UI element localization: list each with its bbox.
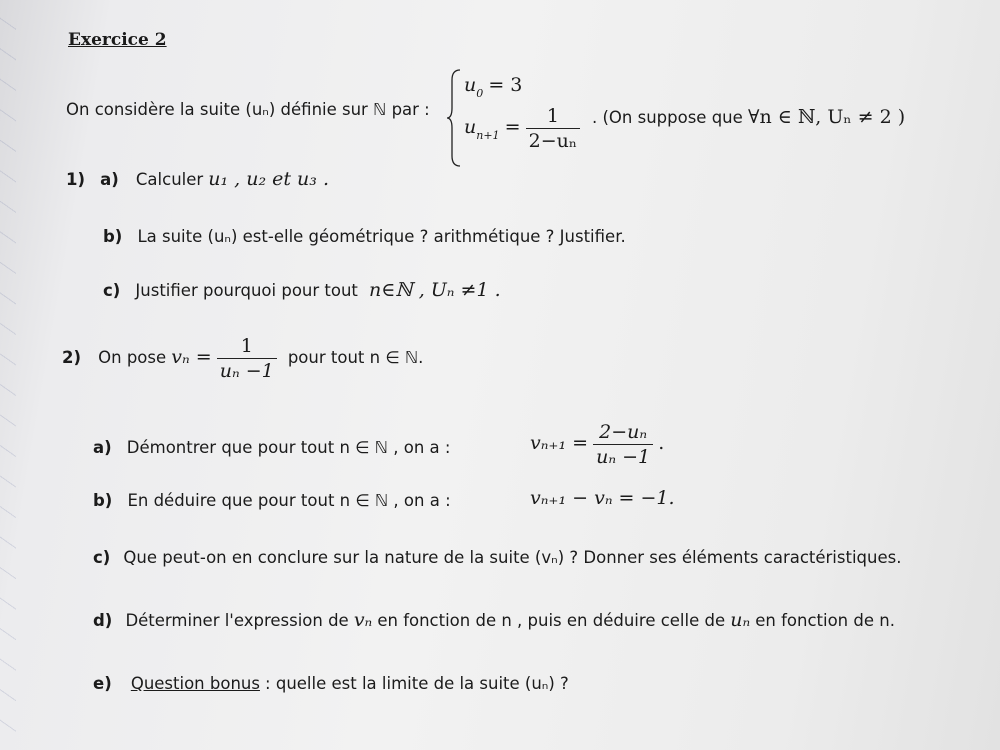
q1-a-label: a) <box>100 170 119 189</box>
intro-text <box>66 100 430 119</box>
q1-number: 1) <box>66 170 86 189</box>
recurrence-fraction: $\frac{1}{\text{2−uₙ}}$ <box>526 104 580 153</box>
q2-b: b) En déduire que pour tout n ∈ ℕ , on a : <box>93 491 451 510</box>
q2-b-formula: vₙ₊₁ − vₙ = −1. <box>530 487 675 509</box>
note-condition: ∀n ∈ ℕ, Uₙ ≠ 2 ) <box>748 106 906 128</box>
q1-c-label: c) <box>103 281 121 300</box>
q2-d-label: d) <box>93 611 113 630</box>
q2-a: a) Démontrer que pour tout n ∈ ℕ , on a : <box>93 438 451 457</box>
paper-edge <box>0 0 16 750</box>
q2-number: 2) <box>62 348 82 367</box>
q2-e-label: e) <box>93 674 112 693</box>
q1-c-math: n∈ℕ , Uₙ ≠1 . <box>368 279 501 301</box>
vn1-fraction: $\frac{\text{2−uₙ}}{\text{uₙ −1}}$ <box>593 420 653 469</box>
q1-b-label: b) <box>103 227 123 246</box>
q2-e: e) Question bonus : quelle est la limite de la suite (uₙ) ? <box>93 674 569 693</box>
exercise-title: Exercice 2 <box>68 30 167 50</box>
system-u0: $u_0 = 3$ <box>464 74 523 100</box>
q2-a-formula: vₙ₊₁ = $\frac{\text{2−uₙ}}{\text{uₙ −1}}$ . <box>530 421 665 468</box>
intro-mid: définie sur <box>280 100 368 119</box>
intro-set: ℕ <box>373 100 387 119</box>
q2-a-label: a) <box>93 438 112 457</box>
q2-d: d) Déterminer l'expression de vₙ en fonction de n , puis en déduire celle de uₙ en fonction de n. <box>93 609 895 631</box>
q1-a-math: u₁ , u₂ et u₃ . <box>208 168 329 190</box>
q1-a: 1) a) Calculer u₁ , u₂ et u₃ . <box>66 168 329 190</box>
intro-prefix: On considère la suite <box>66 100 241 119</box>
vn-fraction: $\frac{1}{\text{uₙ −1}}$ <box>217 334 277 383</box>
q1-b: b) La suite (uₙ) est-elle géométrique ? arithmétique ? Justifier. <box>103 227 626 246</box>
system-brace <box>446 68 462 168</box>
q2-b-label: b) <box>93 491 113 510</box>
intro-par: par : <box>391 100 430 119</box>
q2-c: c) Que peut-on en conclure sur la nature de la suite (vₙ) ? Donner ses éléments caractéristiques. <box>93 548 902 567</box>
intro-note: . (On suppose que ∀n ∈ ℕ, Uₙ ≠ 2 ) <box>592 106 906 128</box>
q2-definition: 2) On pose vₙ = $\frac{1}{\text{uₙ −1}}$ pour tout n ∈ ℕ. <box>62 335 424 382</box>
system-recurrence: $u_{n+1}$ = $\frac{1}{\text{2−uₙ}}$ <box>464 104 580 153</box>
bonus-label: Question bonus <box>130 674 260 693</box>
intro-sequence: (uₙ) <box>245 100 276 119</box>
q2-c-label: c) <box>93 548 111 567</box>
q1-c: c) Justifier pourquoi pour tout n∈ℕ , Uₙ ≠1 . <box>103 279 501 301</box>
